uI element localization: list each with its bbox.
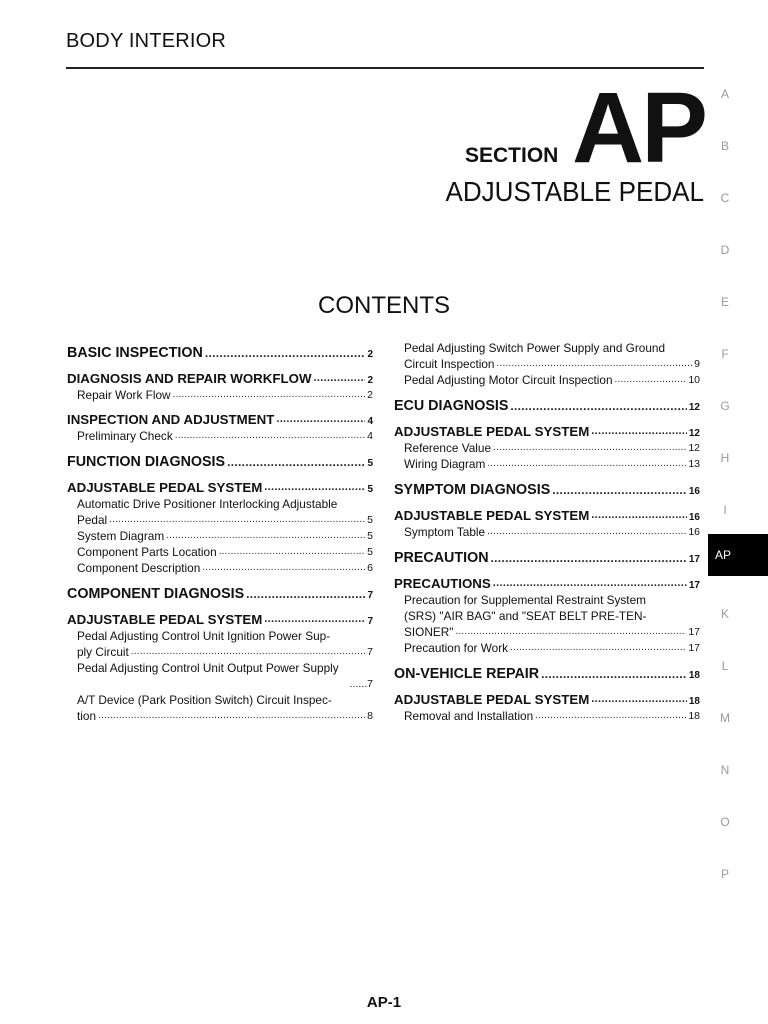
section-tab-i[interactable]: I bbox=[723, 503, 727, 517]
toc-item-text: Pedal Adjusting Control Unit Output Power Supply bbox=[77, 661, 339, 675]
toc-subheading[interactable] bbox=[67, 611, 373, 628]
section-tab-o[interactable]: O bbox=[720, 815, 730, 829]
toc-heading-page: 2 bbox=[367, 349, 373, 360]
toc-subheading[interactable] bbox=[394, 423, 700, 440]
dot-leader bbox=[493, 575, 687, 592]
dot-leader bbox=[202, 560, 365, 576]
toc-item-page: 8 bbox=[367, 710, 373, 722]
toc-heading[interactable] bbox=[394, 397, 700, 415]
toc-item-page: 6 bbox=[367, 562, 373, 574]
toc-heading-title: FUNCTION DIAGNOSIS bbox=[67, 454, 226, 470]
toc-subheading-title: DIAGNOSIS AND REPAIR WORKFLOW bbox=[67, 371, 312, 386]
section-word: SECTION bbox=[465, 144, 559, 167]
dot-leader bbox=[552, 481, 687, 499]
dot-leader bbox=[219, 544, 365, 560]
toc-item-page: 4 bbox=[367, 430, 373, 442]
section-name: ADJUSTABLE PEDAL bbox=[445, 176, 704, 207]
toc-heading-page: 16 bbox=[688, 486, 700, 497]
toc-item-title: Precaution for Work bbox=[404, 641, 509, 655]
section-tab-m[interactable]: M bbox=[720, 711, 730, 725]
toc-item-text: (SRS) "AIR BAG" and "SEAT BELT PRE-TEN- bbox=[404, 609, 647, 623]
toc-item-title: SIONER" bbox=[404, 625, 454, 639]
section-tab-b[interactable]: B bbox=[720, 139, 729, 153]
active-section-tab[interactable]: AP bbox=[708, 534, 768, 576]
toc-subheading[interactable] bbox=[394, 507, 700, 524]
toc-subheading-page: 18 bbox=[688, 696, 700, 707]
toc-item-text: A/T Device (Park Position Switch) Circuit Inspec- bbox=[77, 693, 332, 707]
toc-item[interactable] bbox=[67, 708, 373, 724]
dot-leader bbox=[205, 344, 366, 362]
toc-heading-title: BASIC INSPECTION bbox=[67, 345, 203, 361]
dot-leader bbox=[491, 549, 687, 567]
section-tab-l[interactable]: L bbox=[721, 659, 729, 673]
dot-leader bbox=[264, 611, 365, 628]
dot-leader bbox=[496, 356, 692, 372]
section-tab-f[interactable]: F bbox=[721, 347, 729, 361]
toc-item-page: 18 bbox=[688, 710, 700, 722]
toc-item-text: Pedal Adjusting Control Unit Ignition Power Sup- bbox=[77, 629, 331, 643]
section-tab-e[interactable]: E bbox=[720, 295, 729, 309]
toc-subheading[interactable] bbox=[394, 691, 700, 708]
toc-item-page: ......7 bbox=[349, 678, 373, 690]
toc-item-title: System Diagram bbox=[77, 529, 165, 543]
toc-heading[interactable] bbox=[67, 585, 373, 603]
toc-subheading-title: ADJUSTABLE PEDAL SYSTEM bbox=[394, 508, 590, 523]
toc-item-page: 13 bbox=[688, 458, 700, 470]
toc-subheading[interactable] bbox=[394, 575, 700, 592]
toc-item[interactable] bbox=[67, 644, 373, 660]
toc-item-title: Circuit Inspection bbox=[404, 357, 495, 371]
toc-subheading-title: ADJUSTABLE PEDAL SYSTEM bbox=[67, 480, 263, 495]
section-code: AP bbox=[572, 72, 705, 184]
toc-item[interactable] bbox=[394, 640, 700, 656]
toc-item-page: 17 bbox=[688, 626, 700, 638]
page-number: AP-1 bbox=[366, 994, 402, 1011]
toc-item[interactable] bbox=[394, 356, 700, 372]
toc-item[interactable] bbox=[67, 428, 373, 444]
toc-heading-page: 18 bbox=[688, 670, 700, 681]
toc-heading[interactable] bbox=[394, 549, 700, 567]
toc-left-column bbox=[67, 340, 373, 724]
toc-heading-title: ON-VEHICLE REPAIR bbox=[394, 666, 540, 682]
toc-item-title: ply Circuit bbox=[77, 645, 129, 659]
section-tab-d[interactable]: D bbox=[720, 243, 730, 257]
toc-item-page: 16 bbox=[688, 526, 700, 538]
toc-item[interactable] bbox=[394, 524, 700, 540]
toc-item[interactable] bbox=[394, 456, 700, 472]
toc-subheading-page: 12 bbox=[688, 428, 700, 439]
toc-item-title: Wiring Diagram bbox=[404, 457, 486, 471]
toc-item-text: Pedal Adjusting Switch Power Supply and Ground bbox=[404, 341, 666, 355]
dot-leader bbox=[175, 428, 365, 444]
toc-item-text: Precaution for Supplemental Restraint System bbox=[404, 593, 646, 607]
toc-item-page: 17 bbox=[688, 642, 700, 654]
dot-leader bbox=[615, 372, 687, 388]
toc-subheading-page: 7 bbox=[367, 616, 373, 627]
toc-subheading-title: PRECAUTIONS bbox=[394, 576, 491, 591]
toc-heading[interactable] bbox=[67, 344, 373, 362]
dot-leader bbox=[246, 585, 365, 603]
toc-item-page: 2 bbox=[367, 389, 373, 401]
section-tab-p[interactable]: P bbox=[720, 867, 729, 881]
toc-item-title: Symptom Table bbox=[404, 525, 486, 539]
dot-leader bbox=[227, 453, 365, 471]
toc-item[interactable] bbox=[67, 387, 373, 403]
toc-heading-page: 12 bbox=[688, 402, 700, 413]
section-tab-g[interactable]: G bbox=[720, 399, 730, 413]
toc-heading-title: COMPONENT DIAGNOSIS bbox=[67, 586, 245, 602]
dot-leader bbox=[591, 691, 687, 708]
toc-item-page: 10 bbox=[688, 374, 700, 386]
header-rule bbox=[66, 67, 704, 69]
toc-heading-page: 17 bbox=[688, 554, 700, 565]
toc-heading-title: PRECAUTION bbox=[394, 550, 489, 566]
dot-leader bbox=[535, 708, 686, 724]
toc-subheading[interactable] bbox=[67, 370, 373, 387]
toc-item-title: Preliminary Check bbox=[77, 429, 173, 443]
header-title: BODY INTERIOR bbox=[66, 30, 227, 52]
toc-item-page: 5 bbox=[367, 514, 373, 526]
toc-item-title: tion bbox=[77, 709, 97, 723]
dot-leader bbox=[109, 512, 365, 528]
toc-subheading-page: 5 bbox=[367, 484, 373, 495]
dot-leader bbox=[487, 524, 686, 540]
dot-leader bbox=[541, 665, 687, 683]
dot-leader bbox=[591, 507, 687, 524]
toc-item-page: 7 bbox=[367, 646, 373, 658]
toc-subheading-title: ADJUSTABLE PEDAL SYSTEM bbox=[394, 424, 590, 439]
section-tab-n[interactable]: N bbox=[720, 763, 730, 777]
toc-item-title: Repair Work Flow bbox=[77, 388, 171, 402]
dot-leader bbox=[166, 528, 365, 544]
toc-subheading-page: 4 bbox=[367, 416, 373, 427]
dot-leader bbox=[455, 624, 686, 640]
toc-item-title: Component Parts Location bbox=[77, 545, 217, 559]
section-tab-a[interactable]: A bbox=[720, 87, 729, 101]
dot-leader bbox=[510, 397, 686, 415]
toc-item-page: 5 bbox=[367, 546, 373, 558]
toc-item-title: Reference Value bbox=[404, 441, 492, 455]
toc-item-text: Automatic Drive Positioner Interlocking Adjustable bbox=[77, 497, 338, 511]
toc-heading[interactable] bbox=[67, 453, 373, 471]
toc-item[interactable] bbox=[394, 440, 700, 456]
toc-item[interactable] bbox=[394, 624, 700, 640]
dot-leader bbox=[487, 456, 686, 472]
toc-subheading[interactable] bbox=[67, 479, 373, 496]
toc-item-page: 9 bbox=[694, 358, 700, 370]
section-tab-h[interactable]: H bbox=[720, 451, 730, 465]
contents-heading: CONTENTS bbox=[318, 292, 450, 319]
dot-leader bbox=[314, 370, 366, 387]
toc-subheading-title: ADJUSTABLE PEDAL SYSTEM bbox=[67, 612, 263, 627]
toc-subheading-page: 17 bbox=[688, 580, 700, 591]
toc-item[interactable] bbox=[67, 512, 373, 528]
toc-item-page: 12 bbox=[688, 442, 700, 454]
section-tab-c[interactable]: C bbox=[720, 191, 730, 205]
toc-item-title: Component Description bbox=[77, 561, 201, 575]
toc-heading-title: SYMPTOM DIAGNOSIS bbox=[394, 482, 551, 498]
toc-heading-title: ECU DIAGNOSIS bbox=[394, 398, 509, 414]
dot-leader bbox=[173, 387, 366, 403]
toc-item-title: Removal and Installation bbox=[404, 709, 534, 723]
toc-item-title: Pedal bbox=[77, 513, 108, 527]
dot-leader bbox=[276, 411, 365, 428]
section-tab-k[interactable]: K bbox=[720, 607, 729, 621]
toc-subheading-title: ADJUSTABLE PEDAL SYSTEM bbox=[394, 692, 590, 707]
toc-subheading[interactable] bbox=[67, 411, 373, 428]
toc-item[interactable] bbox=[67, 560, 373, 576]
dot-leader bbox=[98, 708, 365, 724]
section-index-tabs bbox=[708, 82, 742, 914]
toc-heading-page: 5 bbox=[367, 458, 373, 469]
dot-leader bbox=[131, 644, 365, 660]
toc-item[interactable] bbox=[67, 544, 373, 560]
toc-item[interactable] bbox=[67, 528, 373, 544]
toc-subheading-title: INSPECTION AND ADJUSTMENT bbox=[67, 412, 275, 427]
toc-right-column bbox=[394, 340, 700, 724]
toc-heading[interactable] bbox=[394, 665, 700, 683]
dot-leader bbox=[510, 640, 686, 656]
toc-item[interactable] bbox=[394, 372, 700, 388]
dot-leader bbox=[493, 440, 686, 456]
toc-subheading-page: 2 bbox=[367, 375, 373, 386]
toc-heading-page: 7 bbox=[367, 590, 373, 601]
dot-leader bbox=[591, 423, 687, 440]
toc-heading[interactable] bbox=[394, 481, 700, 499]
toc-item-page: 5 bbox=[367, 530, 373, 542]
toc-item[interactable] bbox=[394, 708, 700, 724]
toc-subheading-page: 16 bbox=[688, 512, 700, 523]
toc-item-title: Pedal Adjusting Motor Circuit Inspection bbox=[404, 373, 613, 387]
dot-leader bbox=[264, 479, 365, 496]
